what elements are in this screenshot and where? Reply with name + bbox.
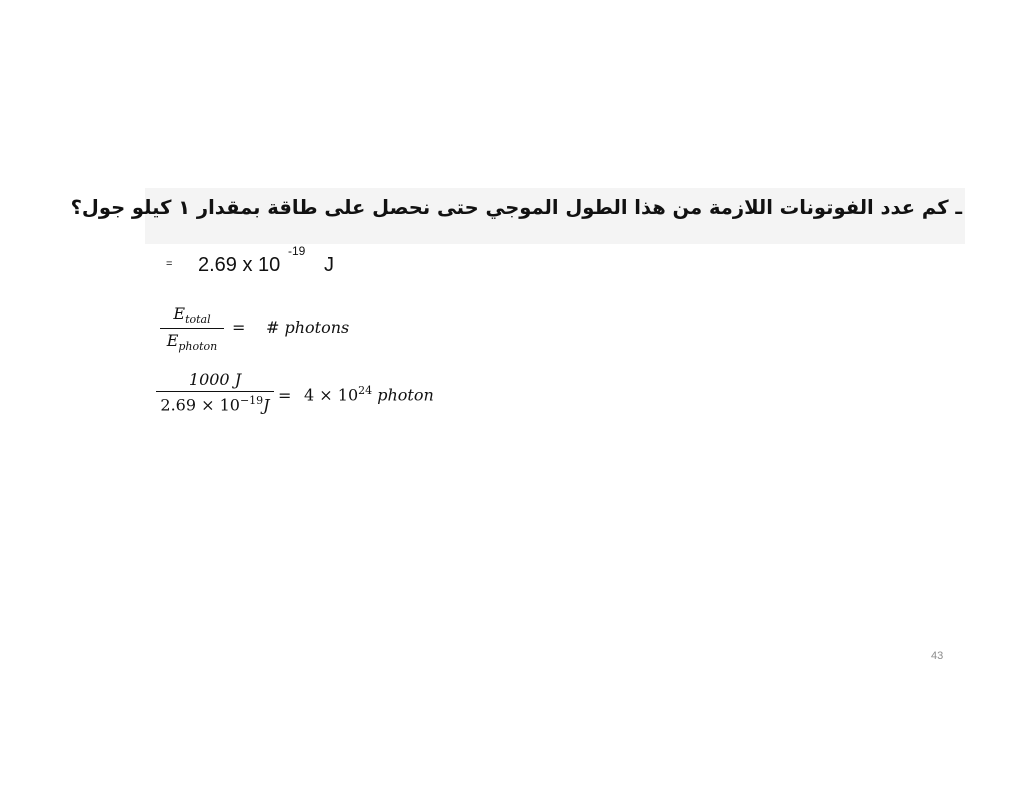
question-text: ـ كم عدد الفوتونات اللازمة من هذا الطول الموجي حتى نحصل على طاقة بمقدار ١ كيلو جول؟ bbox=[70, 196, 962, 219]
calc-denominator: $2.69 \times 10^{-19}J$ bbox=[160, 394, 270, 415]
photon-energy-exponent: -19 bbox=[288, 244, 306, 258]
formula-denominator: $E_{photon}$ bbox=[166, 331, 218, 354]
calc-result: $4 \times 10^{24}$ photon bbox=[304, 384, 434, 405]
photon-energy-equals: = bbox=[166, 258, 173, 270]
formula-fraction-bar bbox=[160, 328, 224, 329]
photon-energy-unit: J bbox=[324, 254, 334, 276]
formula-equals: = bbox=[232, 318, 246, 337]
calc-fraction-bar bbox=[156, 391, 274, 392]
calc-numerator: 1000 J bbox=[188, 370, 242, 389]
photon-energy-mantissa: 2.69 x 10 bbox=[198, 254, 281, 276]
formula-numerator: $E_{total}$ bbox=[173, 304, 211, 327]
page-number: 43 bbox=[931, 650, 944, 662]
formula-result: # photons bbox=[266, 318, 350, 337]
calc-equals: = bbox=[278, 386, 292, 405]
